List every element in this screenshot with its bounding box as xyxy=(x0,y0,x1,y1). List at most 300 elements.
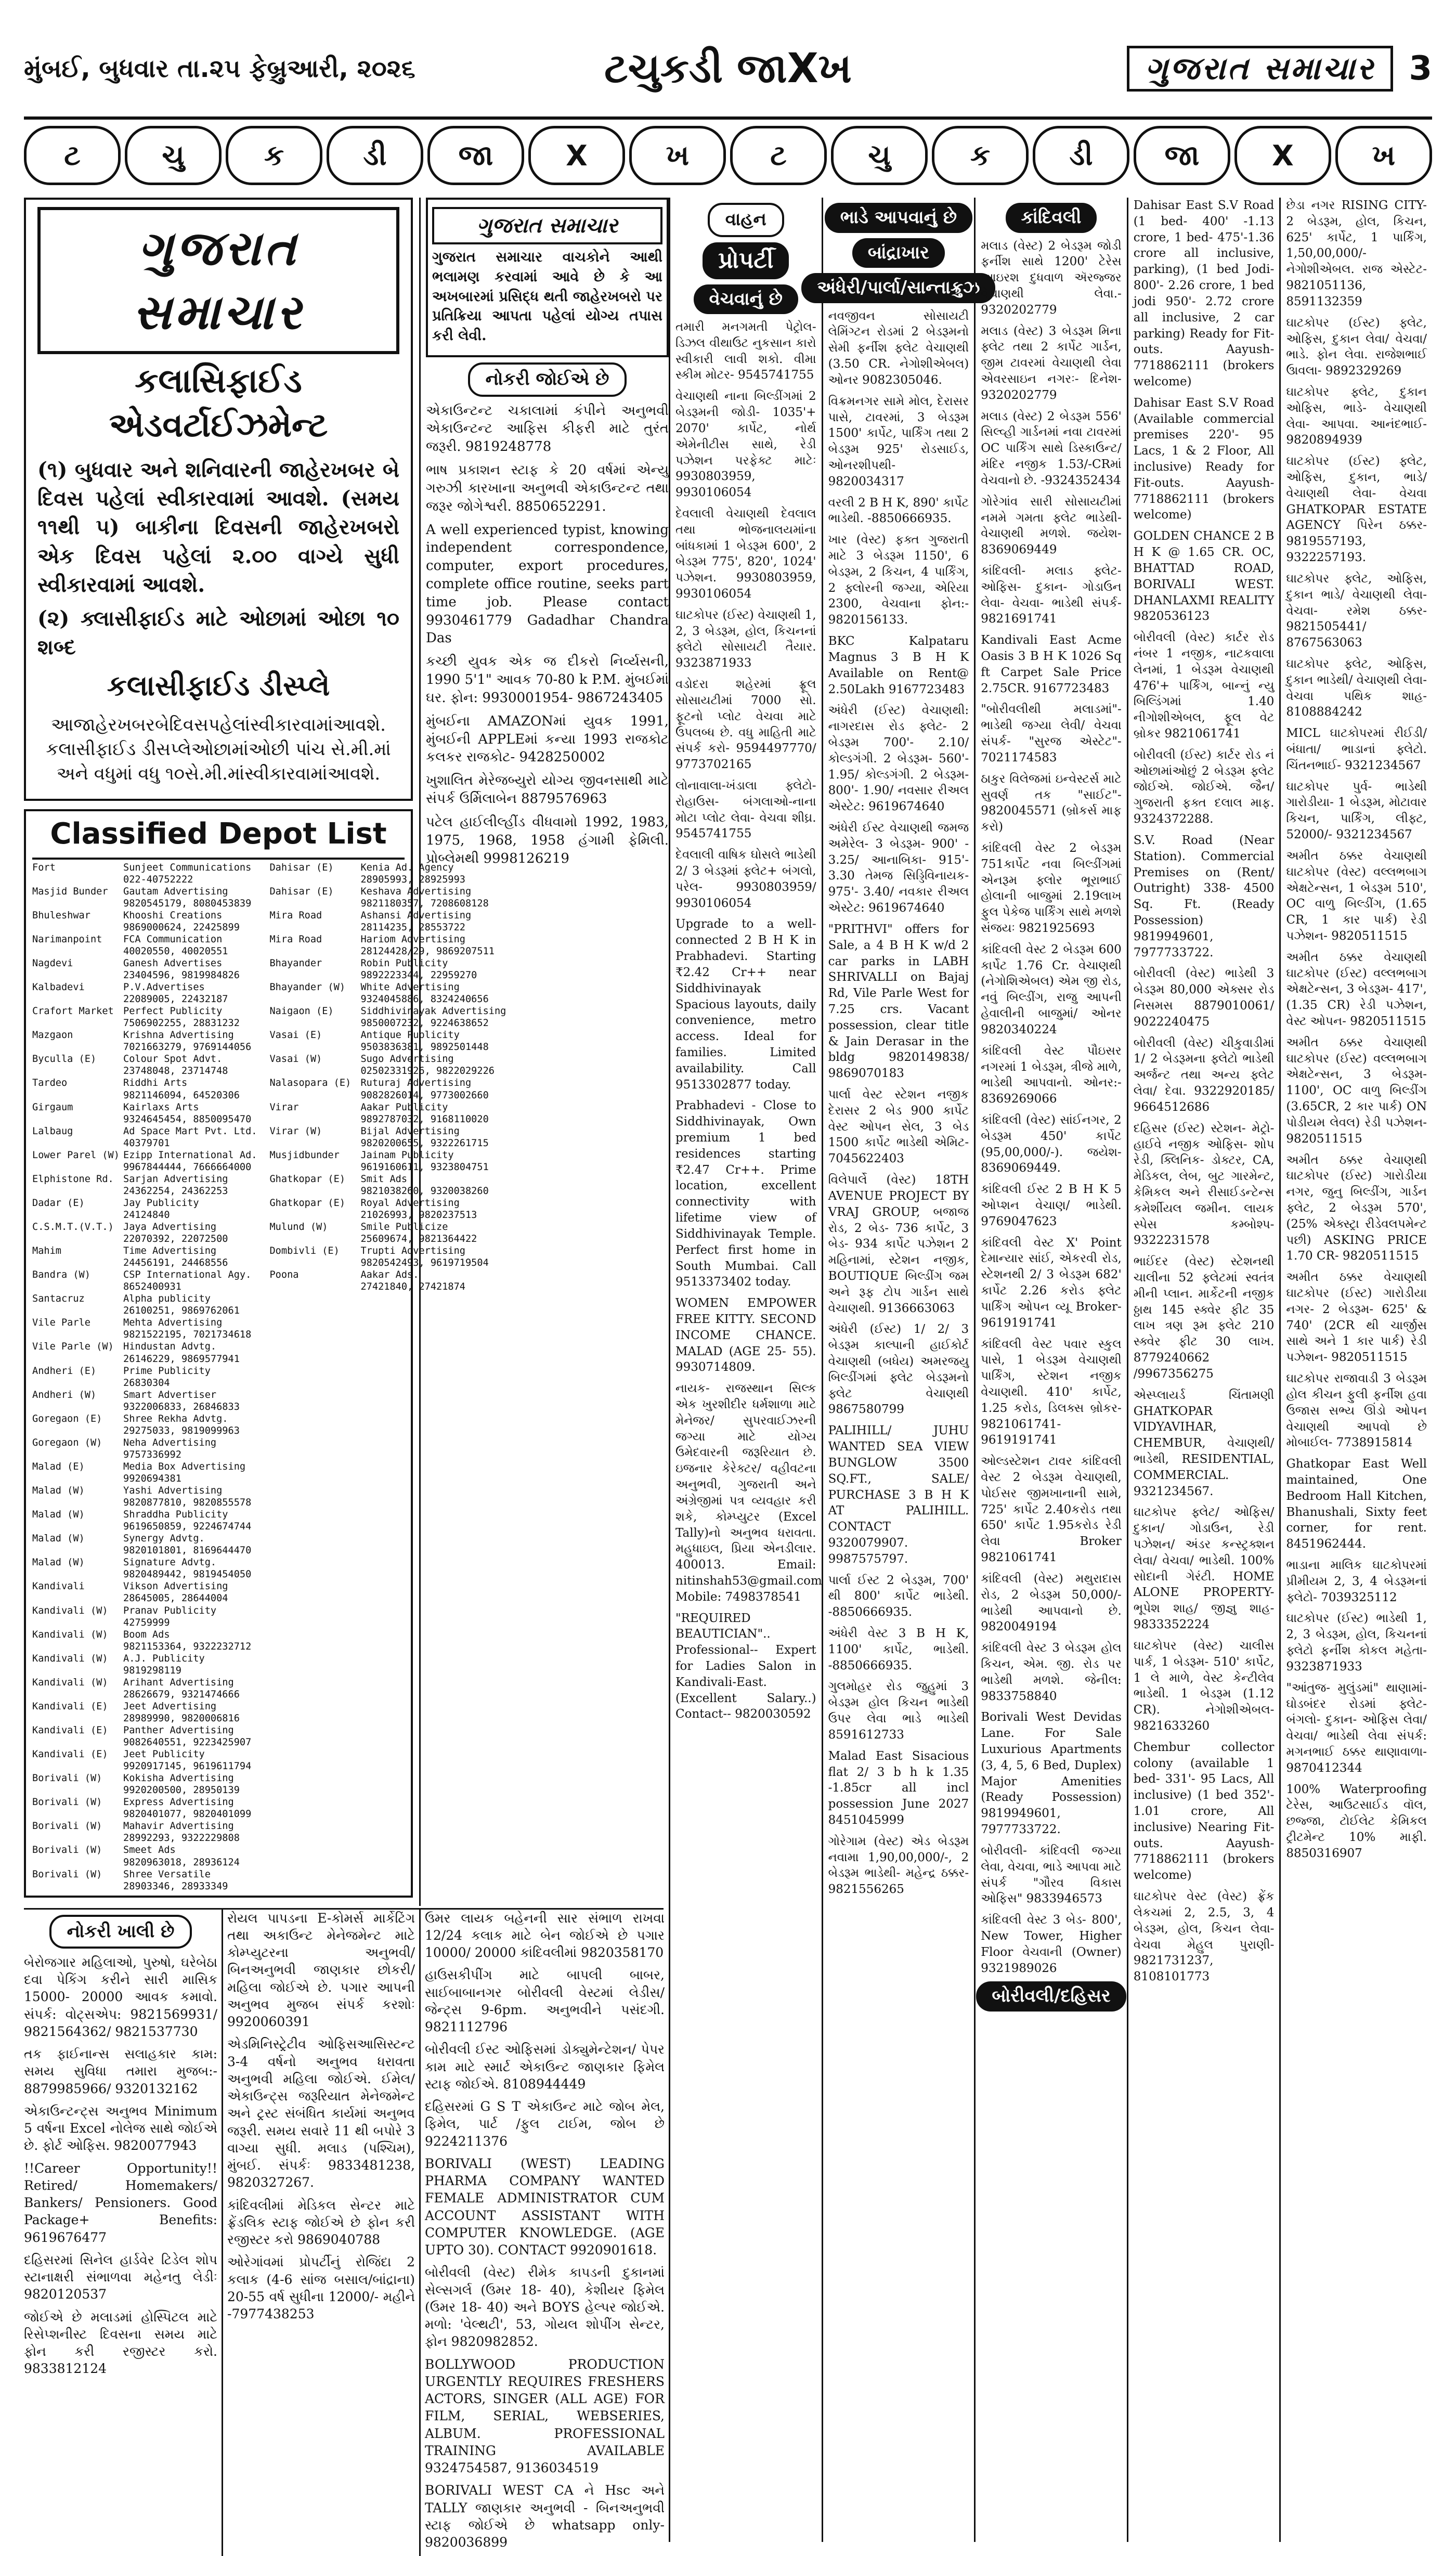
depot-row xyxy=(32,1029,257,1041)
depot-phone-row xyxy=(32,1880,257,1892)
strip-pill: ક xyxy=(226,126,322,185)
classified-ad: અમીત ઠક્કર વેચાણથી ઘાટકોપર (ઈસ્ટ) વલ્લભબાગ એક્ષટેન્સન, 3 બેડરૂમ- 1100', OC વાળુ બિલ્ડીંગ (3.65CR, 2 કાર પાર્ક) ON પોડીયમ લેવલ) રેડી પઝેશન- 9820511515 xyxy=(1286,1035,1427,1146)
depot-area: Kandivali (E) xyxy=(32,1701,108,1712)
depot-agency: Shree Rekha Advtg. xyxy=(123,1413,228,1424)
depot-phone-row xyxy=(32,1736,257,1748)
depot-row xyxy=(32,1077,257,1089)
depot-row xyxy=(32,1677,257,1689)
depot-agency: Aakar Publicity xyxy=(360,1101,448,1113)
classified-ad: લોનાવાલા-ખંડાલા ફ્લેટો- રોહાઉસ- બંગલાઓ-નાના મોટા પ્લોટ લેવા- વેચવા શીઘ્ર. 9545741755 xyxy=(675,779,816,841)
depot-row xyxy=(32,1149,257,1161)
depot-row xyxy=(32,1844,257,1856)
promo-title: કલાસિફાઈડ એડવર્ટાઈઝમેન્ટ xyxy=(109,361,328,445)
depot-area: Bhuleshwar xyxy=(32,910,90,921)
classified-ad: બોરીવલી (ઈસ્ટ) કાર્ટર રોડ નં ઓછામાંઓછું 2 બેડરૂમ ફ્લેટ જોઈએ. જોઈએ. જૈન/ગુજરાતી ફક્ત દલાલ માફ. 9324372288. xyxy=(1133,748,1275,826)
strip-pill: ડી xyxy=(327,126,423,185)
column-5 xyxy=(1127,198,1280,2542)
depot-area: C.S.M.T.(V.T.) xyxy=(32,1222,114,1233)
strip-pill: ટ xyxy=(730,126,827,185)
depot-area: Nalasopara (E) xyxy=(269,1078,352,1089)
depot-area: Kandivali (E) xyxy=(32,1724,108,1736)
depot-phone-row xyxy=(32,1257,257,1269)
depot-row xyxy=(32,933,257,945)
classified-ad: !!Career Opportunity!! Retired/ Homemakers/ Bankers/ Pensioners. Good Package+ Benefits: 9619676477 xyxy=(24,2160,217,2245)
sub-col-3 xyxy=(419,1910,669,2556)
classified-ad: ગુલમોહર રોડ જુહુમાં 3 બેડરૂમ હોલ કિચન ભાડેથી ઉપર લેવા ભાડે ભાડેથી 8591612733 xyxy=(828,1680,969,1742)
depot-phone: 8652400931 xyxy=(123,1281,181,1293)
depot-agency: Krishna Advertising xyxy=(123,1030,234,1041)
depot-area: Virar xyxy=(269,1101,299,1113)
depot-phone: 27421840, 27421874 xyxy=(360,1281,465,1293)
depot-agency: Ad Space Mart Pvt. Ltd. xyxy=(123,1125,257,1137)
classified-ad: ઘાટકોપર (ઈસ્ટ) ફ્લેટ, ઓફિસ, દુકાન લેવા/ વેચવા/ ભાડે. ફોન લેવા. રાજેશભાઈ ઉાવલા- 9892329269 xyxy=(1286,316,1427,378)
classified-ad: કાંદિવલી વેસ્ટ 2 બેડરૂમ 751કાર્પેટ નવા બિલ્ડીંગમાં એનરૂમ ફ્લોર ભૂરાભાઈ હોલાની બાજુમાં 2.19લાખ ફુલ પેકેજ પાર્કિંગ સાથે મળશે સંજયઃ 9821925693 xyxy=(981,841,1122,936)
depot-agency: Colour Spot Advt. xyxy=(123,1054,223,1065)
depot-phone: 9820489442, 9819454050 xyxy=(123,1569,252,1580)
classified-ad: "આંતુજ- મુલુંડમાં" થાણામાં- ઘોડબંદર રોડમાં ફ્લેટ- બંગલો- દુકાન- ઓફિસ લેવા/ વેચવા/ ભાડેથી લેવા સંપર્ક: મગનભાઈ ઠક્કર થાણાવાળા- 9870412344 xyxy=(1286,1681,1427,1775)
depot-row xyxy=(32,1605,257,1617)
depot-row xyxy=(32,1701,257,1712)
classified-ad: બોરીવલી (વેસ્ટ) રીમેક કાપડની દુકાનમાં સેલ્સગર્લ (ઉમર 18- 40), કેશીયર ફિમેલ (ઉમર 18- 40) અને BOYS હેલ્પર જોઈએ. મળો: 'વેલ્થટી', 53, ગોયલ શોપીંગ સેન્ટર, ફોન 9820982852. xyxy=(425,2265,665,2350)
depot-phone: 02502331926, 9822029226 xyxy=(360,1066,495,1077)
depot-area: Borivali (W) xyxy=(32,1797,102,1808)
depot-area: Kandivali (W) xyxy=(32,1605,108,1616)
depot-agency: Ashansi Advertising xyxy=(360,910,472,921)
depot-agency: Yashi Advertising xyxy=(123,1485,223,1497)
depot-agency: Ezipp International Ad. xyxy=(123,1149,257,1161)
classified-ad: ઘાટકોપર વેસ્ટ (વેસ્ટ) ફ્રેંક લેકચમાં 2, 2.5, 3, 4 બેડરૂમ, હોલ, કિચન લેવા- વેચવા મેહુલ પુરાણી- 9821731237, 8108101773 xyxy=(1133,1890,1275,1984)
classified-ad: Chembur collector colony (available 1 bed- 331'- 95 Lacs, All inclusive) (1 bed 352'- 1.01 crore, All inclusive) Nearing Fit-outs. Aayush-7718862111 (brokers welcome) xyxy=(1133,1740,1275,1883)
depot-area: Ghatkopar (E) xyxy=(269,1173,346,1185)
ads-list-ads_c5 xyxy=(1134,198,1275,1985)
promo-line-1: (૧) બુધવાર અને શનિવારની જાહેરખબર બે દિવસ પહેલાં સ્વીકારવામાં આવશે. (સમય ૧૧થી ૫) બાકીના દિવસની જાહેરખબરો એક દિવસ પહેલાં ૨.૦૦ વાગ્યે સુધી સ્વીકારવામાં આવશે. xyxy=(37,458,399,597)
depot-row xyxy=(32,1772,257,1784)
classified-ad: Ghatkopar East Well maintained, One Bedroom Hall Kitchen, Bhanushali, Sixty feet corner, for rent. 8451962444. xyxy=(1286,1457,1427,1551)
depot-phone: 9082640551, 9223425907 xyxy=(123,1737,252,1748)
depot-agency: Trupti Advertising xyxy=(360,1245,465,1257)
depot-phone: 9082826014, 9773002660 xyxy=(360,1089,489,1101)
classified-ad: Borivali West Devidas Lane. For Sale Luxurious Apartments (3, 4, 5, 6 Bed, Duplex) Major Amenities (Ready Possession) 9819949601, 7977733722. xyxy=(981,1710,1122,1837)
depot-row xyxy=(32,886,257,898)
depot-area: Dahisar (E) xyxy=(269,886,334,897)
classified-ad: બેરોજગાર મહિલાઓ, પુરુષો, ઘરેબેઠા દવા પેકિંગ કરીને સારી માસિક 15000- 20000 આવક કમાવો. સંપર્ક: વોટ્સએપ: 9821569931/ 9821564362/ 9821537730 xyxy=(24,1954,217,2039)
classified-ad: બોરીવલી (વેસ્ટ) ભાડેથી 3 બેડરૂમ 80,000 એક્સર રોડ નિસમસ 8879010061/ 9022240475 xyxy=(1133,967,1275,1029)
column-2 xyxy=(669,198,822,2542)
strip-pill: ખ xyxy=(629,126,726,185)
strip-pill: જા xyxy=(1134,126,1230,185)
depot-area: Masjid Bunder xyxy=(32,886,108,897)
depot-agency: Smile Publicize xyxy=(360,1222,448,1233)
column-3 xyxy=(817,198,980,2542)
depot-phone: 40020550, 40020551 xyxy=(123,945,228,957)
classified-ad: "બોરીવલીથી મલાડમાં"- ભાડેથી જગ્યા લેવી/ વેચવા સંપર્ક- "સુરજ એસ્ટેટ"- 7021174583 xyxy=(981,703,1122,764)
depot-phone: 28992293, 9322229808 xyxy=(123,1833,240,1844)
section-borivali: બોરીવલી/દહિસર xyxy=(981,1981,1122,2012)
depot-row xyxy=(32,1629,257,1641)
depot-row xyxy=(32,1053,257,1065)
classified-ad: પાર્લા વેસ્ટ સ્ટેશન નજીક દેરાસર 2 બેડ 900 કાર્પેટ વેસ્ટ ઓપન સેલ, 3 બેડ 1500 કાર્પેટ ભાડેથી એમિટ- 7045622403 xyxy=(828,1088,969,1166)
depot-phone-row xyxy=(32,1281,257,1293)
classified-ad: કાંદિવલી વેસ્ટ 2 બેડરૂમ 600 કાર્પેટ 1.76 Cr. વેચાણથી (નેગોશિએબલ) એમ જી રોડ, નવું બિલ્ડીંગ, રાજુ આપની હેવાલીની બાજુમાં/ ઓનર 9820340224 xyxy=(981,942,1122,1036)
classified-ad: કાંદિવલી વેસ્ટ 3 બેડ- 800', New Tower, Higher Floor વેચવાની (Owner) 9321989026 xyxy=(981,1913,1122,1975)
depot-area: Mulund (W) xyxy=(269,1222,328,1233)
classified-ad: BOLLYWOOD PRODUCTION URGENTLY REQUIRES FRESHERS ACTORS, SINGER (ALL AGE) FOR FILM, SERIAL, WEBSERIES, ALBUM. PROFESSIONAL TRAINING AVAILABLE 9324754587, 9136034519 xyxy=(425,2356,665,2476)
depot-agency: Perfect Publicity xyxy=(123,1006,223,1017)
classified-ad: જોઈએ છે મલાડમાં હોસ્પિટલ માટે રિસેપ્શનીસ્ટ દિવસના સમય માટે ફોન કરી રજીસ્ટર કરો. 9833812124 xyxy=(24,2309,217,2377)
classified-ad: ઘાટકોપર ફ્લેટ, દુકાન ઓફિસ, ભાડે- વેચાણથી લેવા- આપવા. આનંદભાઈ- 9820894939 xyxy=(1286,385,1427,447)
section-andheri: અંધેરી/પાર્લા/સાન્તાક્રુઝ xyxy=(828,273,969,303)
depot-row xyxy=(32,1485,257,1497)
depot-phone: 9820963018, 28936124 xyxy=(123,1857,240,1868)
depot-agency: Shraddha Publicity xyxy=(123,1509,228,1521)
depot-phone: 9967844444, 7666664000 xyxy=(123,1161,252,1173)
classified-ad: કાંદિવલી (વેસ્ટ) મથુરાદાસ રોડ, 2 બેડરૂમ 50,000/- ભાડેથી આપવાનો છે. 9820049194 xyxy=(981,1572,1122,1634)
depot-row xyxy=(32,1413,257,1425)
depot-area: Girgaum xyxy=(32,1101,73,1113)
depot-phone: 42759999 xyxy=(123,1617,170,1628)
strip-pill: ચુ xyxy=(125,126,222,185)
depot-agency: Khooshi Creations xyxy=(123,910,223,921)
depot-phone: 28905993, 28925993 xyxy=(360,874,465,885)
classified-ad: BORIVALI (WEST) LEADING PHARMA COMPANY WANTED FEMALE ADMINISTRATOR CUM ACCOUNT ASSISTANT WITH COMPUTER KNOWLEDGE. (AGE UPTO 30). CONTACT 9920901618. xyxy=(425,2156,665,2258)
depot-phone: 28124428/29, 9869207511 xyxy=(360,945,495,957)
classified-ad: અંધેરી (ઈસ્ટ) વેચાણથી: નાગરદાસ રોડ ફ્લેટ- 2 બેડરૂમ 700'- 2.10/ કોલ્ડગંગી. 2 બેડરૂમ- 560'- 1.95/ કોલ્ડગંગી. 2 બેડરૂમ- 800'- 1.90/ નવસાર રીઅલ એસ્ટેટ: 9619674640 xyxy=(828,704,969,814)
depot-grid xyxy=(32,862,506,1892)
depot-phone: 7021663279, 9769144056 xyxy=(123,1042,252,1053)
sub-col-2 xyxy=(222,1910,419,2556)
depot-area: Borivali (W) xyxy=(32,1845,102,1856)
depot-phone: 022-40752222 xyxy=(123,874,193,885)
depot-row xyxy=(32,1389,257,1401)
depot-agency: Mahavir Advertising xyxy=(123,1821,234,1832)
depot-phone: 24124840 xyxy=(123,1209,170,1221)
classified-ad: ભાડાના માલિક ઘાટકોપરમાં પ્રીમીયમ 2, 3, 4 બેડરૂમનાં ફ્લેટો- 7039325112 xyxy=(1286,1559,1427,1604)
depot-phone-row xyxy=(32,1401,257,1413)
depot-phone: 9757336992 xyxy=(123,1449,181,1460)
depot-agency: Keshava Advertising xyxy=(360,886,472,897)
section-lagna-1: નોકરી જોઈએ છે xyxy=(426,362,669,397)
depot-phone-row xyxy=(32,1712,257,1724)
section-bandrakhar: બાંદ્રાખાર xyxy=(828,238,969,268)
depot-area: Kandivali (E) xyxy=(32,1749,108,1760)
depot-phone: 9850007232, 9224638652 xyxy=(360,1018,489,1029)
depot-phone-row xyxy=(32,1592,257,1604)
depot-phone: 9820101801, 8169644470 xyxy=(123,1545,252,1556)
section-property: પ્રોપર્ટી xyxy=(675,242,816,279)
classified-ad: બોરીવલી ઈસ્ટ ઓફિસમાં ડોક્યુમેન્ટેશન/ પેપર કામ માટે સ્માર્ટ એકાઉન્ટ જાણકાર ફિમેલ સ્ટાફ જોઈએ. 8108944449 xyxy=(425,2042,665,2092)
depot-phone: 28903346, 28933349 xyxy=(123,1880,228,1892)
depot-agency: Jeet Publicity xyxy=(123,1749,205,1760)
depot-area: Borivali (W) xyxy=(32,1773,102,1784)
depot-area: Nagdevi xyxy=(32,957,73,969)
classified-ad: Prabhadevi - Close to Siddhivinayak, Own premium 1 bed residences starting ₹2.47 Cr++. Prime location, excellent connectivity with lifetime view of Siddhivinayak Temple. Perfect first home in South Mumbai. Call 9513373402 today. xyxy=(675,1099,816,1289)
depot-area: Musjidbunder xyxy=(269,1149,340,1161)
classified-ad: વરલી 2 B H K, 890' કાર્પેટ ભાડેથી. -8850666935. xyxy=(828,496,969,526)
classified-ad: દહિસરમાં G S T એકાઉન્ટ માટે જોબ મેલ, ફિમેલ, પાર્ટ /ફુલ ટાઈમ, જોબ છે 9224211376 xyxy=(425,2099,665,2149)
depot-agency: Hariom Advertising xyxy=(360,933,465,945)
classified-ad: બોરીવલી (વેસ્ટ) ચીકુવાડીમાં 1/ 2 બેડરૂમના ફ્લેટો ભાડેથી અર્જન્ટ તથા અન્ય ફ્લેટ લેવા/ દેવા. 9322920185/ 9664512686 xyxy=(1133,1036,1275,1114)
strip-pill: જા xyxy=(427,126,524,185)
depot-row xyxy=(32,1653,257,1665)
depot-area: Poona xyxy=(269,1269,299,1281)
depot-agency: Kairlaxs Arts xyxy=(123,1101,199,1113)
classified-ad: એકાઉન્ટન્ટ્સ અનુભવ Minimum 5 વર્ષના Excel નોલેજ સાથે જોઈએ છે. ફોર્ટ ઓફિસ. 9820077943 xyxy=(24,2103,217,2153)
depot-row xyxy=(32,1197,257,1209)
ads-list-ads_c6 xyxy=(1286,198,1427,1862)
header-right xyxy=(974,46,1432,92)
classified-ad: મલાડ (વેસ્ટ) 3 બેડરૂમ મિના ફ્લેટ તથા 2 કાર્પેટ ગાર્ડન, જીમ ટાવરમાં વેચાણથી લેવા એવરસાઇન નગરઃ- દિનેશ- 9320202779 xyxy=(981,324,1122,402)
depot-phone-row xyxy=(32,1545,257,1556)
depot-title: Classified Depot List xyxy=(32,814,405,860)
depot-area: Vasai (W) xyxy=(269,1054,322,1065)
classified-ad: ઘાટકોપર પુર્વ- ભાડેથી ગારોડીયા- 1 બેડરૂમ, મોટાવાર કિચન, પાર્કિંગ, લીફ્ટ, 52000/- 9321234567 xyxy=(1286,780,1427,842)
depot-agency: Antique Publicity xyxy=(360,1030,460,1041)
classified-ad: ઘાટકોપર (ઈસ્ટ) ભાડેથી 1, 2, 3 બેડરૂમ, હોલ, કિચનનાં ફ્લેટો ફર્નીશ કોકલ મહેતા- 9323871933 xyxy=(1286,1612,1427,1673)
strip-pill: ખ xyxy=(1335,126,1432,185)
depot-area: Bhayander xyxy=(269,957,322,969)
strip-pill: ક xyxy=(932,126,1029,185)
section-bhade-1: ભાડે આપવાનું છે xyxy=(828,203,969,233)
depot-phone: 25609674, 9821364422 xyxy=(360,1234,477,1245)
classified-ad: ઘાટકોપર ફ્લેટ/ ઓફિસ/ દુકાન/ ગોડાઉન, રેડી પઝેશન/ અંડર કન્સ્ટ્રક્શન લેવા/ વેચવા/ ભાડેથી. 100% સોદાની ગેરંટી. HOME ALONE PROPERTY- ભૂપેશ શાહ/ જીજ્ઞુ શાહ- 9833352224 xyxy=(1133,1506,1275,1632)
classified-ad: અમીત ઠક્કર વેચાણથી ઘાટકોપર (ઈસ્ટ) વલ્લભબાગ એક્ષટેન્સન, 3 બેડરૂમ- 417', (1.35 CR) રેડી પઝેશન, વેસ્ટ ઓપન- 9820511515 xyxy=(1286,950,1427,1028)
depot-phone-row xyxy=(32,1689,257,1701)
depot-phone: 7506902255, 28831232 xyxy=(123,1018,240,1029)
classified-ad: અંધેરી (ઈસ્ટ) 1/ 2/ 3 બેડરૂમ કાલ્પાની હાઈકોર્ટ વેચાણથી (બધેય) અમરજયુ બિલ્ડીંગમાં ફ્લેટ બેડરૂમનો ફ્લેટ વેચાણથી 9867580799 xyxy=(828,1322,969,1417)
depot-phone: 23404596, 9819984826 xyxy=(123,970,240,981)
classified-ad: એકાઉન્ટન્ટ ચકાલામાં કંપીને અનુભવી એકાઉન્ટન્ટ આફિસ કીફરી માટે તુરંત જરૂરી. 9819248778 xyxy=(426,403,669,455)
depot-area: Elphistone Rd. xyxy=(32,1173,114,1185)
classified-ad: બોરીવલી (વેસ્ટ) કાર્ટર રોડ નંબર 1 નજીક, નાટકવાલા લેનમાં, 1 બેડરૂમ વેચાણથી 476'+ પાર્કિંગ, બાન્નું ન્યુ બિલ્ડિંગમાં 1.40 નીગોશીએબલ, ફૂલ વેટ બ્રોકર 9821061741 xyxy=(1133,631,1275,741)
classified-ad: દેવલાલી વેચાણથી દેવલાલ તથા ભોજનાલયમાંના બાંધકામાં 1 બેડરૂમ 600', 2 બેડરૂમ 775', 820', 1024' પઝેશન. 9930803959, 9930106054 xyxy=(675,507,816,601)
depot-phone: 26146229, 9869577941 xyxy=(123,1353,240,1365)
classified-ad: ભાષ પ્રકાશન સ્ટાફ કે 20 વર્ષમાં એન્યુ ગરુઝી કારખાના અનુભવી એકાઉન્ટન્ટ તથા જરૂર જોગેશ્વરી. 8850652291. xyxy=(426,462,669,514)
depot-phone: 9821038260, 9320038260 xyxy=(360,1185,489,1197)
classified-ad: અમીત ઠક્કર વેચાણથી ઘાટકોપર (ઈસ્ટ) ગારોડીયા નગર, જુનુ બિલ્ડીંગ, ગાર્ડન ફ્લેટ, 2 બેડરૂમ 570', (25% એક્સ્ટ્રા રીડેવલપમેન્ટ પછી) ASKING PRICE 1.70 CR- 9820511515 xyxy=(1286,1153,1427,1263)
depot-area: Bhayander (W) xyxy=(269,982,346,993)
depot-row xyxy=(32,1365,257,1377)
classified-ad: પાર્લા ઈસ્ટ 2 બેડરૂમ, 700' થી 800' કાર્પેટ ભાડેથી. -8850666935. xyxy=(828,1573,969,1619)
depot-rows xyxy=(32,862,506,1892)
depot-phone-row xyxy=(32,1185,257,1197)
depot-phone-row xyxy=(32,1808,257,1820)
depot-phone: 9821522195, 7021734618 xyxy=(123,1329,252,1341)
depot-row xyxy=(32,1125,257,1137)
depot-phone-row xyxy=(32,1329,257,1341)
depot-phone: 9920200500, 28950139 xyxy=(123,1785,240,1796)
depot-phone: 9869000624, 22425899 xyxy=(123,922,240,933)
classified-ad: Dahisar East S.V Road (1 bed- 400' -1.13 crore, 1 bed- 475'-1.36 crore all inclusive, parking), (1 bed Jodi-800'- 2.26 crore, 1 bed jodi 950'- 2.72 crore all inclusive, 2 car parking) Ready for Fit-outs. Aayush- 7718862111 (brokers welcome) xyxy=(1133,199,1275,388)
notice-box xyxy=(426,198,669,357)
classified-ad: વિક્રમનગર સામે મોલ, દેરાસર પાસે, ટાવરમાં, 3 બેડરૂમ 1500' કાર્પેટ, પાર્કિંગ તથા 2 બેડરૂમ 925' રોડસાઈડ, ઓનરશીપથી- 9820034317 xyxy=(828,394,969,488)
depot-phone: 29275033, 9819099963 xyxy=(123,1425,240,1436)
depot-phone: 9322006833, 26846833 xyxy=(123,1401,240,1412)
classified-ad: ઘાટકોપર ફ્લેટ, ઓફિસ, દુકાન ભાડે/ વેચાણથી લેવા- વેચવા- રમેશ ઠક્કર- 9821505441/ 8767563063 xyxy=(1286,572,1427,650)
strip-pill: ટ xyxy=(24,126,121,185)
depot-area: Lower Parel (W) xyxy=(32,1149,120,1161)
depot-row xyxy=(32,1796,257,1808)
depot-phone: 9820542493, 9619719504 xyxy=(360,1257,489,1269)
depot-agency: Jaya Advertising xyxy=(123,1222,217,1233)
classified-ad: "PRITHVI" offers for Sale, a 4 B H K w/d 2 car parks in LABH SHRIVALLI on Bajaj Rd, Vile Parle West for 7.25 crs. Vacant possession, clear title & Jain Derasar in the bldg 9820149838/ 9869070183 xyxy=(828,922,969,1081)
depot-phone: 9892787032, 9168110020 xyxy=(360,1113,489,1125)
depot-phone-row xyxy=(32,1497,257,1509)
classified-promo-box xyxy=(24,198,413,801)
ads-list-c1a xyxy=(24,1954,217,2378)
ads-list-c1c xyxy=(425,1910,665,2551)
depot-phone-row xyxy=(32,969,257,981)
depot-area: Lalbaug xyxy=(32,1125,73,1137)
ads-list-c2 xyxy=(675,319,822,1722)
strip-pill: ડી xyxy=(1033,126,1129,185)
depot-row xyxy=(32,1293,257,1305)
page-number: 3 xyxy=(1409,49,1432,88)
classified-ad: કાંદિવલી વેસ્ટ પૌઇસર નગરમાં 1 બેડરૂમ, ત્રીજે માળે, ભાડેથી આપવાનો. ઓનર:- 8369269066 xyxy=(981,1044,1122,1106)
depot-row xyxy=(32,1173,257,1185)
depot-agency: Smart Advertiser xyxy=(123,1389,217,1400)
depot-area: Kandivali (W) xyxy=(32,1629,108,1640)
classified-ad: છેડા નગર RISING CITY- 2 બેડરૂમ, હોલ, કિચન, 625' કાર્પેટ, 1 પાર્કિંગ, 1,50,00,000/- નેગોશીએબલ. રાજ એસ્ટેટ- 9821051136, 8591132359 xyxy=(1286,199,1427,308)
depot-phone-row xyxy=(32,1857,257,1869)
date-line: મુંબઈ, બુધવાર તા.૨૫ ફેબ્રુઆરી, ૨૦૨૬ xyxy=(24,54,415,83)
depot-agency: Sugo Advertising xyxy=(360,1054,454,1065)
depot-area: Ghatkopar (E) xyxy=(269,1197,346,1209)
depot-area: Vile Parle (W) xyxy=(32,1341,114,1353)
depot-phone-row xyxy=(32,1041,257,1053)
depot-agency: Synergy Advtg. xyxy=(123,1533,205,1545)
notice-logo: ગુજરાત સમાચાર xyxy=(432,207,662,244)
classified-ad: રોયલ પાપડના E-કોમર્સ માર્કેટિંગ તથા અકાઉન્ટ મેનેજમેન્ટ માટે કોમ્પ્યુટરના અનુભવી/ બિનઅનુભવી જાણકાર છોકરી/મહિલા જોઈએ છે. પગાર આપની અનુભવ મુજબ સંપર્ક કરશોઃ 9920060391 xyxy=(227,1910,415,2030)
classified-ad: Kandivali East Acme Oasis 3 B H K 1026 Sq ft Carpet Sale Price 2.75CR. 9167723483 xyxy=(981,633,1122,695)
depot-phone-row xyxy=(32,1641,257,1653)
depot-row xyxy=(32,1556,257,1568)
section-naukri-khali: નોકરી ખાલી છે xyxy=(24,1915,217,1949)
depot-phone-row xyxy=(32,1209,257,1221)
depot-area: Malad (W) xyxy=(32,1509,85,1521)
depot-left-column xyxy=(32,862,257,1892)
depot-area: Dahisar (E) xyxy=(269,862,334,873)
section-vahan: વાહન xyxy=(675,203,816,237)
left-wide-column xyxy=(24,198,669,2550)
depot-row xyxy=(32,1101,257,1113)
depot-phone-row xyxy=(32,1353,257,1365)
depot-area: Goregaon (W) xyxy=(32,1437,102,1448)
masthead-logo: ગુજરાત સમાચાર xyxy=(1127,46,1393,92)
classified-ad: પટેલ હાઈલીલ્હીંડ વીધવામો 1992, 1983, 1975, 1968, 1958 હંગામી ફેમિલી. પ્રોબ્લેમથી 9998126219 xyxy=(426,814,669,866)
depot-row xyxy=(32,1317,257,1329)
classified-ad: ઘાટકોપર (ઈસ્ટ) ફ્લેટ, ઓફિસ, દુકાન, ભાડે/ વેચાણથી લેવા- વેચવા GHATKOPAR ESTATE AGENCY પિરેન ઠક્કર- 9819557193, 9322257193. xyxy=(1286,455,1427,565)
depot-row xyxy=(32,1509,257,1521)
depot-area: Malad (W) xyxy=(32,1485,85,1497)
classified-ad: Malad East Sisacious flat 2/ 3 b h k 1.35 -1.85cr all incl possession June 2027 8451045999 xyxy=(828,1749,969,1827)
depot-phone: 22070392, 22072500 xyxy=(123,1234,228,1245)
depot-area: Virar (W) xyxy=(269,1125,322,1137)
page-header xyxy=(24,21,1432,120)
depot-phone: 40379701 xyxy=(123,1137,170,1149)
depot-row xyxy=(32,957,257,969)
depot-phone: 26100251, 9869762061 xyxy=(123,1305,240,1317)
depot-agency: Royal Advertising xyxy=(360,1197,460,1209)
depot-phone: 9619650859, 9224674744 xyxy=(123,1521,252,1533)
classified-ad: કાંદિવલી વેસ્ટ પવાર સ્કુલ પાસે, 1 બેડરૂમ વેચાણથી પાર્કિંગ, સ્ટેશન નજીક વેચાણથી. 410' કાર્પેટ, 1.25 કરોડ, ડિલક્સ બ્રોકર- 9821061741- 9619191741 xyxy=(981,1337,1122,1447)
depot-row xyxy=(32,1748,257,1760)
depot-agency: Kokisha Advertising xyxy=(123,1773,234,1784)
depot-phone-row xyxy=(32,1784,257,1796)
depot-area: Bandra (W) xyxy=(32,1269,90,1281)
classified-ad: અંધેરી ઈસ્ટ વેચાણથી જમજ અમેરેલ- 3 બેડરૂમ- 900' - 3.25/ આનાબિકા- 915'- 3.30 તેમજ સિડ્ડિવિનાયક- 975'- 3.40/ નવકાર રીઅલ એસ્ટેટ: 9619674640 xyxy=(828,821,969,915)
depot-area: Mira Road xyxy=(269,933,322,945)
depot-area: Narimanpoint xyxy=(32,933,102,945)
depot-phone: 24456191, 24468556 xyxy=(123,1257,228,1269)
depot-area: Borivali (W) xyxy=(32,1869,102,1880)
classified-ad: તક ફાઈનાન્સ સલાહકાર કામ: સમય સુવિધા તમારા મુજબ:- 8879985966/ 9320132162 xyxy=(24,2046,217,2096)
depot-agency: Riddhi Arts xyxy=(123,1078,188,1089)
depot-agency: CSP International Agy. xyxy=(123,1269,252,1281)
depot-agency: Jeet Advertising xyxy=(123,1701,217,1712)
depot-row xyxy=(32,1437,257,1449)
depot-phone: 9503836381, 9892501448 xyxy=(360,1042,489,1053)
depot-area: Goregaon (E) xyxy=(32,1413,102,1424)
depot-area: Malad (E) xyxy=(32,1461,85,1472)
classified-ad: Dahisar East S.V Road (Available commercial premises 220'- 95 Lacs, 1 & 2 Floor, All inclusive) Ready for Fit-outs. Aayush- 7718862111 (brokers welcome) xyxy=(1133,396,1275,522)
classified-ad: મલાડ (વેસ્ટ) 2 બેડરૂમ 556' સિલ્વ્હી ગાર્ડનમાં નવા ટાવરમાં OC પાર્કિંગ સાથે ડિસ્કાઉન્ટ/ મંદિર નજીક 1.53/-CRમાં વેચવાનો છે. -9324352434 xyxy=(981,409,1122,487)
classified-ad: કચ્છી યુવક એક જ દીકરો નિર્વ્યસની, 1990 5'1" આવક 70-80 k P.M. મુંબઈમાં ઘર. ફોન: 9930001954- 9867243405 xyxy=(426,654,669,706)
classified-ad: ભાઈંદર (વેસ્ટ) સ્ટેશનથી ચાલીના 52 ફ્લેટમાં સ્વતંત્ર મીની પ્લાન. માર્કેટની નજીક ઠ્ઠાથ 145 સ્ક્વેર ફીટ 35 લાખ ત્રણ રૂમ ફ્લેટ 210 સ્ક્વેર ફીટ 30 લાખ. 8779240662 /9967356275 xyxy=(1133,1255,1275,1381)
section-title: ટચુકડી જાXખ xyxy=(604,45,852,92)
depot-phone: 9920917145, 9619611794 xyxy=(123,1761,252,1772)
depot-agency: Neha Advertising xyxy=(123,1437,217,1448)
depot-area: Vile Parle xyxy=(32,1317,90,1329)
depot-agency: Signature Advtg. xyxy=(123,1557,217,1568)
classified-ad: MICL ઘાટકોપરમાં રીઈડી/ બંધાતા/ ભાડાનાં ફ્લેટો. ચિંતનભાઈ- 9321234567 xyxy=(1286,726,1427,772)
sub-col-1 xyxy=(24,1910,222,2556)
depot-agency: Bijal Advertising xyxy=(360,1125,460,1137)
classified-ad: ખુશાલિત મેરેજબ્યુરો યોગ્ય જીવનસાથી માટે સંપર્ક ઉર્મિલાબેન 8879576963 xyxy=(426,773,669,807)
depot-row xyxy=(32,1820,257,1832)
depot-agency: Ruturaj Advertising xyxy=(360,1078,472,1089)
depot-phone-row xyxy=(32,1665,257,1677)
depot-phone-row xyxy=(32,1089,257,1101)
depot-area: Vasai (E) xyxy=(269,1030,322,1041)
depot-area: Mahim xyxy=(32,1245,61,1257)
depot-phone-row xyxy=(32,1065,257,1077)
classified-ad: અમીત ઠક્કર વેચાણથી ઘાટકોપર (વેસ્ટ) વલ્લભબાગ એક્ષટેન્સન, 1 બેડરૂમ 510', OC વાળુ બિલ્ડીંગ, (1.65 CR, 1 કાર પાર્ક) રેડી પઝેશન- 9820511515 xyxy=(1286,849,1427,943)
depot-area: Dadar (E) xyxy=(32,1197,85,1209)
depot-area: Dombivli (E) xyxy=(269,1245,340,1257)
depot-phone: 9820401077, 9820401099 xyxy=(123,1809,252,1820)
depot-area: Andheri (E) xyxy=(32,1365,97,1377)
classified-ad: અમીત ઠક્કર વેચાણથી ઘાટકોપર (ઈસ્ટ) ગારોડીયા નગર- 2 બેડરૂમ- 625' & 740' (2CR થી ચાર્જીસ સાથે અને 1 કાર પાર્ક) રેડી પઝેશન- 9820511515 xyxy=(1286,1270,1427,1365)
depot-agency: Arihant Advertising xyxy=(123,1677,234,1688)
ads-list-c1d xyxy=(426,402,669,868)
depot-row xyxy=(32,981,257,993)
classified-ad: BKC Kalpataru Magnus 3 B H K Available on Rent@ 2.50Lakh 9167723483 xyxy=(828,634,969,696)
depot-agency: Boom Ads xyxy=(123,1629,170,1640)
depot-phone: 9820545179, 8080453839 xyxy=(123,898,252,909)
classified-ad: મલાડ (વેસ્ટ) 2 બેડરૂમ જોડી ફર્નીશ સાથે 1200' ટેરેસ આઇરશ દુધવાળ ઍરજ્જર વેચાણથી લેવા.- 9320202779 xyxy=(981,239,1122,317)
depot-agency: Pranav Publicity xyxy=(123,1605,217,1616)
depot-phone-row xyxy=(32,1137,257,1149)
depot-row xyxy=(32,862,257,874)
depot-phone-row xyxy=(32,1305,257,1317)
classified-ad: એસ્પ્લાયર્ડ ચિંતામણી GHATKOPAR VIDYAVIHAR, CHEMBUR, વેચાણથી/ ભાડેથી, RESIDENTIAL, COMMERCIAL. 9321234567. xyxy=(1133,1388,1275,1498)
classified-ad: ઘાટકોપર રાજાવાડી 3 બેડરૂમ હોલ કીચન ફુલી ફર્નીશ હવા ઉજાસ સભ્ય ઊંડો ઓપન વેચાણથી આપવો છે મોબાઈલ- 7738915814 xyxy=(1286,1372,1427,1450)
depot-area: Kandivali xyxy=(32,1581,85,1592)
depot-row xyxy=(32,1580,257,1592)
classified-ad: ગોરેગાંવ સારી સોસાયટીમાં નમમે ગમતા ફ્લેટ ભાડેથી- વેચાણથી મળશે. જયેશ- 8369069449 xyxy=(981,495,1122,557)
depot-phone: 9324045886, 8324240656 xyxy=(360,994,489,1005)
promo-line-4: આજાહેરખબરબેદિવસપહેલાંસ્વીકારવામાંઆવશે. કલાસીફાઈડ ડીસપ્લેઓછામાંઓછી પાંચ સે.મી.માં અને વધુમાં વધુ ૧૦સે.મી.માંસ્વીકારવામાંઆવશે. xyxy=(46,714,391,784)
